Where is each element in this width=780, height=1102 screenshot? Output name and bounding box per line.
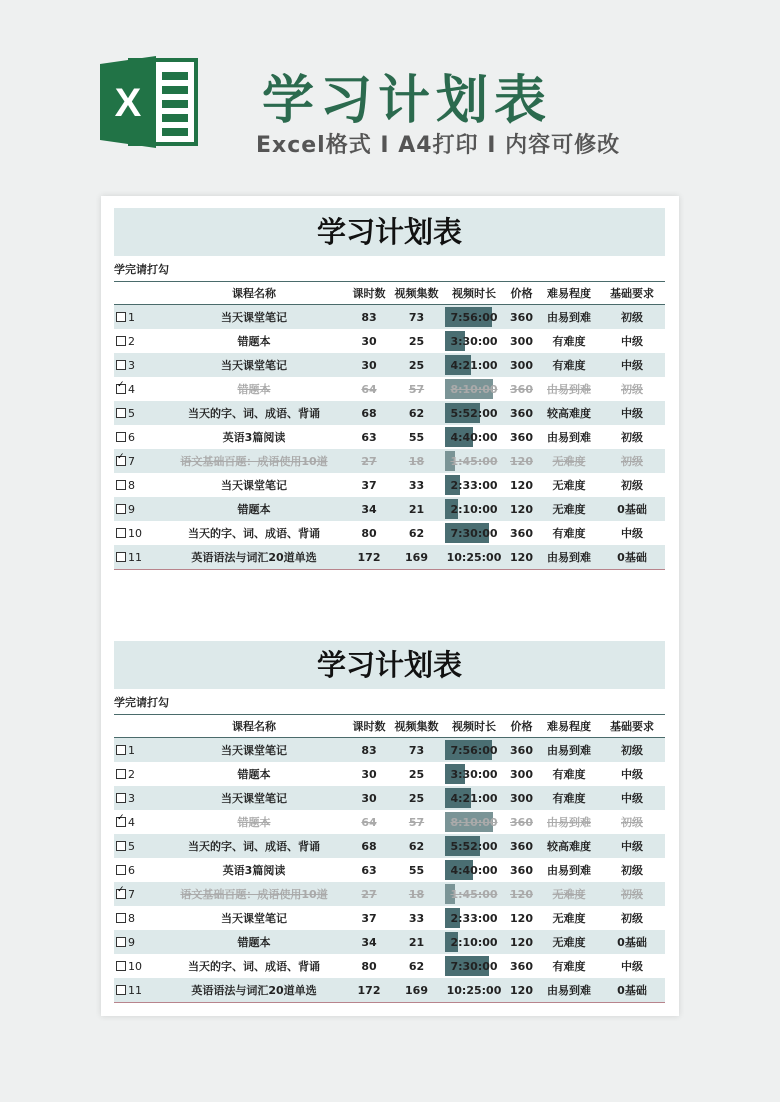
hours-cell: 68 <box>349 401 389 425</box>
episodes-cell: 169 <box>389 978 444 1003</box>
row-index-cell <box>114 906 159 930</box>
table-row <box>114 377 665 401</box>
duration-cell <box>444 353 504 377</box>
row-index-cell <box>114 834 159 858</box>
duration-value: 10:25:00 <box>446 983 502 997</box>
duration-value: 4:40:00 <box>450 430 498 444</box>
row-index-cell <box>114 930 159 954</box>
plan-table <box>114 714 665 1003</box>
course-name-cell: 当天课堂笔记 <box>159 786 349 810</box>
done-checkbox[interactable] <box>116 889 126 899</box>
level-cell: 初级 <box>599 738 665 763</box>
table-row <box>114 762 665 786</box>
column-header <box>114 715 159 738</box>
page-header <box>0 0 780 200</box>
price-cell: 360 <box>504 425 539 449</box>
duration-cell <box>444 978 504 1003</box>
episodes-cell: 33 <box>389 473 444 497</box>
episodes-cell: 55 <box>389 425 444 449</box>
sheet-hint: 学完请打勾 <box>114 263 169 276</box>
done-checkbox[interactable] <box>116 528 126 538</box>
hours-cell: 63 <box>349 425 389 449</box>
row-index-cell <box>114 377 159 401</box>
hours-cell: 34 <box>349 497 389 521</box>
table-row <box>114 305 665 330</box>
column-header: 视频集数 <box>389 282 444 305</box>
course-name-cell: 英语3篇阅读 <box>159 858 349 882</box>
episodes-cell: 62 <box>389 834 444 858</box>
duration-value: 4:40:00 <box>450 863 498 877</box>
done-checkbox[interactable] <box>116 937 126 947</box>
price-cell: 300 <box>504 762 539 786</box>
level-cell: 中级 <box>599 786 665 810</box>
episodes-cell: 73 <box>389 738 444 763</box>
row-number: 6 <box>128 863 135 877</box>
row-index-cell <box>114 954 159 978</box>
course-name-cell: 错题本 <box>159 762 349 786</box>
episodes-cell: 25 <box>389 353 444 377</box>
row-number: 7 <box>128 887 135 901</box>
price-cell: 120 <box>504 545 539 570</box>
duration-cell <box>444 473 504 497</box>
done-checkbox[interactable] <box>116 408 126 418</box>
duration-value: 2:33:00 <box>450 478 498 492</box>
duration-value: 5:52:00 <box>450 406 498 420</box>
level-cell: 中级 <box>599 401 665 425</box>
hours-cell: 30 <box>349 786 389 810</box>
column-header: 课程名称 <box>159 715 349 738</box>
duration-value: 7:56:00 <box>450 743 498 757</box>
difficulty-cell: 由易到难 <box>539 738 599 763</box>
difficulty-cell: 由易到难 <box>539 858 599 882</box>
document-paper <box>101 196 679 1016</box>
duration-value: 7:30:00 <box>450 526 498 540</box>
duration-cell <box>444 954 504 978</box>
level-cell: 初级 <box>599 858 665 882</box>
difficulty-cell: 无难度 <box>539 906 599 930</box>
row-index-cell <box>114 810 159 834</box>
done-checkbox[interactable] <box>116 480 126 490</box>
price-cell: 360 <box>504 401 539 425</box>
price-cell: 120 <box>504 882 539 906</box>
difficulty-cell: 有难度 <box>539 786 599 810</box>
duration-cell <box>444 329 504 353</box>
price-cell: 120 <box>504 497 539 521</box>
row-index-cell <box>114 545 159 570</box>
duration-value: 2:10:00 <box>450 502 498 516</box>
episodes-cell: 62 <box>389 954 444 978</box>
course-name-cell: 错题本 <box>159 497 349 521</box>
table-row <box>114 521 665 545</box>
hours-cell: 30 <box>349 329 389 353</box>
course-name-cell: 英语语法与词汇20道单选 <box>159 978 349 1003</box>
table-header-row <box>114 282 665 305</box>
table-row <box>114 497 665 521</box>
column-header: 基础要求 <box>599 715 665 738</box>
level-cell: 初级 <box>599 305 665 330</box>
duration-value: 8:10:00 <box>450 815 498 829</box>
table-row <box>114 353 665 377</box>
level-cell: 初级 <box>599 810 665 834</box>
sheet-hint: 学完请打勾 <box>114 696 169 709</box>
row-index-cell <box>114 425 159 449</box>
plan-sheet-1 <box>114 208 665 570</box>
done-checkbox[interactable] <box>116 384 126 394</box>
hours-cell: 68 <box>349 834 389 858</box>
row-index-cell <box>114 353 159 377</box>
column-header: 课时数 <box>349 715 389 738</box>
price-cell: 360 <box>504 738 539 763</box>
excel-icon <box>100 56 200 148</box>
episodes-cell: 57 <box>389 377 444 401</box>
done-checkbox[interactable] <box>116 961 126 971</box>
row-index-cell <box>114 738 159 763</box>
row-index-cell <box>114 305 159 330</box>
column-header: 视频时长 <box>444 282 504 305</box>
row-number: 6 <box>128 430 135 444</box>
episodes-cell: 25 <box>389 786 444 810</box>
price-cell: 360 <box>504 954 539 978</box>
level-cell: 初级 <box>599 377 665 401</box>
course-name-cell: 当天的字、词、成语、背诵 <box>159 401 349 425</box>
course-name-cell: 当天课堂笔记 <box>159 906 349 930</box>
episodes-cell: 18 <box>389 449 444 473</box>
row-number: 9 <box>128 935 135 949</box>
episodes-cell: 57 <box>389 810 444 834</box>
done-checkbox[interactable] <box>116 456 126 466</box>
price-cell: 360 <box>504 305 539 330</box>
row-number: 1 <box>128 310 135 324</box>
duration-cell <box>444 906 504 930</box>
level-cell: 中级 <box>599 329 665 353</box>
table-row <box>114 834 665 858</box>
duration-cell <box>444 882 504 906</box>
row-index-cell <box>114 401 159 425</box>
difficulty-cell: 由易到难 <box>539 978 599 1003</box>
duration-cell <box>444 545 504 570</box>
duration-value: 5:52:00 <box>450 839 498 853</box>
done-checkbox[interactable] <box>116 985 126 995</box>
row-number: 4 <box>128 815 135 829</box>
table-row <box>114 978 665 1003</box>
row-number: 1 <box>128 743 135 757</box>
table-header-row <box>114 715 665 738</box>
episodes-cell: 18 <box>389 882 444 906</box>
done-checkbox[interactable] <box>116 504 126 514</box>
course-name-cell: 当天课堂笔记 <box>159 473 349 497</box>
column-header: 课程名称 <box>159 282 349 305</box>
row-number: 2 <box>128 767 135 781</box>
level-cell: 初级 <box>599 425 665 449</box>
difficulty-cell: 有难度 <box>539 353 599 377</box>
table-row <box>114 882 665 906</box>
table-row <box>114 810 665 834</box>
table-row <box>114 954 665 978</box>
duration-cell <box>444 449 504 473</box>
done-checkbox[interactable] <box>116 360 126 370</box>
row-number: 8 <box>128 911 135 925</box>
price-cell: 360 <box>504 858 539 882</box>
duration-cell <box>444 497 504 521</box>
hours-cell: 80 <box>349 954 389 978</box>
table-row <box>114 858 665 882</box>
table-row <box>114 545 665 570</box>
duration-cell <box>444 762 504 786</box>
difficulty-cell: 由易到难 <box>539 305 599 330</box>
duration-cell <box>444 425 504 449</box>
duration-value: 2:33:00 <box>450 911 498 925</box>
course-name-cell: 当天的字、词、成语、背诵 <box>159 521 349 545</box>
price-cell: 120 <box>504 978 539 1003</box>
row-index-cell <box>114 762 159 786</box>
course-name-cell: 语文基础百题：成语使用10道 <box>159 882 349 906</box>
duration-value: 1:45:00 <box>450 454 498 468</box>
hours-cell: 83 <box>349 738 389 763</box>
difficulty-cell: 较高难度 <box>539 401 599 425</box>
difficulty-cell: 无难度 <box>539 497 599 521</box>
row-number: 3 <box>128 791 135 805</box>
duration-cell <box>444 521 504 545</box>
hours-cell: 80 <box>349 521 389 545</box>
row-number: 8 <box>128 478 135 492</box>
difficulty-cell: 较高难度 <box>539 834 599 858</box>
episodes-cell: 55 <box>389 858 444 882</box>
row-index-cell <box>114 497 159 521</box>
level-cell: 中级 <box>599 521 665 545</box>
sheet-title: 学习计划表 <box>114 641 665 689</box>
difficulty-cell: 有难度 <box>539 329 599 353</box>
row-index-cell <box>114 858 159 882</box>
level-cell: 初级 <box>599 882 665 906</box>
episodes-cell: 21 <box>389 497 444 521</box>
price-cell: 360 <box>504 834 539 858</box>
level-cell: 0基础 <box>599 930 665 954</box>
plan-table <box>114 281 665 570</box>
column-header: 视频时长 <box>444 715 504 738</box>
duration-cell <box>444 810 504 834</box>
level-cell: 初级 <box>599 449 665 473</box>
hours-cell: 172 <box>349 978 389 1003</box>
page-title: 学习计划表 <box>262 71 553 131</box>
done-checkbox[interactable] <box>116 865 126 875</box>
row-number: 3 <box>128 358 135 372</box>
difficulty-cell: 由易到难 <box>539 377 599 401</box>
plan-sheet-2 <box>114 641 665 1003</box>
difficulty-cell: 由易到难 <box>539 810 599 834</box>
price-cell: 120 <box>504 930 539 954</box>
column-header: 价格 <box>504 715 539 738</box>
duration-cell <box>444 834 504 858</box>
done-checkbox[interactable] <box>116 336 126 346</box>
row-number: 4 <box>128 382 135 396</box>
row-index-cell <box>114 786 159 810</box>
done-checkbox[interactable] <box>116 913 126 923</box>
level-cell: 中级 <box>599 954 665 978</box>
course-name-cell: 当天的字、词、成语、背诵 <box>159 954 349 978</box>
table-row <box>114 738 665 763</box>
price-cell: 120 <box>504 473 539 497</box>
duration-value: 1:45:00 <box>450 887 498 901</box>
duration-value: 8:10:00 <box>450 382 498 396</box>
row-number: 9 <box>128 502 135 516</box>
column-header: 基础要求 <box>599 282 665 305</box>
price-cell: 300 <box>504 786 539 810</box>
episodes-cell: 33 <box>389 906 444 930</box>
done-checkbox[interactable] <box>116 769 126 779</box>
column-header <box>114 282 159 305</box>
done-checkbox[interactable] <box>116 745 126 755</box>
difficulty-cell: 有难度 <box>539 954 599 978</box>
difficulty-cell: 无难度 <box>539 449 599 473</box>
course-name-cell: 错题本 <box>159 930 349 954</box>
episodes-cell: 169 <box>389 545 444 570</box>
done-checkbox[interactable] <box>116 793 126 803</box>
price-cell: 300 <box>504 353 539 377</box>
row-index-cell <box>114 882 159 906</box>
price-cell: 300 <box>504 329 539 353</box>
table-row <box>114 329 665 353</box>
level-cell: 中级 <box>599 353 665 377</box>
duration-value: 10:25:00 <box>446 550 502 564</box>
episodes-cell: 25 <box>389 329 444 353</box>
course-name-cell: 错题本 <box>159 810 349 834</box>
column-header: 难易程度 <box>539 282 599 305</box>
level-cell: 0基础 <box>599 978 665 1003</box>
duration-cell <box>444 738 504 763</box>
episodes-cell: 25 <box>389 762 444 786</box>
column-header: 价格 <box>504 282 539 305</box>
hours-cell: 37 <box>349 473 389 497</box>
row-number: 7 <box>128 454 135 468</box>
duration-cell <box>444 786 504 810</box>
hours-cell: 63 <box>349 858 389 882</box>
hours-cell: 27 <box>349 449 389 473</box>
column-header: 视频集数 <box>389 715 444 738</box>
difficulty-cell: 有难度 <box>539 762 599 786</box>
course-name-cell: 语文基础百题：成语使用10道 <box>159 449 349 473</box>
difficulty-cell: 由易到难 <box>539 545 599 570</box>
course-name-cell: 当天的字、词、成语、背诵 <box>159 834 349 858</box>
episodes-cell: 73 <box>389 305 444 330</box>
column-header: 难易程度 <box>539 715 599 738</box>
course-name-cell: 错题本 <box>159 377 349 401</box>
price-cell: 360 <box>504 377 539 401</box>
price-cell: 120 <box>504 906 539 930</box>
row-index-cell <box>114 449 159 473</box>
row-number: 11 <box>128 983 142 997</box>
duration-cell <box>444 305 504 330</box>
table-row <box>114 906 665 930</box>
column-header: 课时数 <box>349 282 389 305</box>
level-cell: 中级 <box>599 834 665 858</box>
episodes-cell: 62 <box>389 401 444 425</box>
table-row <box>114 449 665 473</box>
sheet-title: 学习计划表 <box>114 208 665 256</box>
price-cell: 360 <box>504 521 539 545</box>
duration-value: 4:21:00 <box>450 358 498 372</box>
course-name-cell: 英语3篇阅读 <box>159 425 349 449</box>
page-subtitle: Excel格式 I A4打印 I 内容可修改 <box>256 133 621 158</box>
duration-value: 4:21:00 <box>450 791 498 805</box>
hours-cell: 64 <box>349 810 389 834</box>
hours-cell: 37 <box>349 906 389 930</box>
hours-cell: 64 <box>349 377 389 401</box>
row-index-cell <box>114 521 159 545</box>
course-name-cell: 当天课堂笔记 <box>159 738 349 763</box>
duration-value: 2:10:00 <box>450 935 498 949</box>
price-cell: 120 <box>504 449 539 473</box>
course-name-cell: 当天课堂笔记 <box>159 305 349 330</box>
duration-value: 3:30:00 <box>450 334 498 348</box>
row-number: 10 <box>128 959 142 973</box>
course-name-cell: 当天课堂笔记 <box>159 353 349 377</box>
row-index-cell <box>114 978 159 1003</box>
level-cell: 0基础 <box>599 545 665 570</box>
row-index-cell <box>114 329 159 353</box>
row-number: 5 <box>128 839 135 853</box>
hours-cell: 83 <box>349 305 389 330</box>
row-index-cell <box>114 473 159 497</box>
difficulty-cell: 由易到难 <box>539 425 599 449</box>
table-row <box>114 930 665 954</box>
row-number: 10 <box>128 526 142 540</box>
level-cell: 初级 <box>599 473 665 497</box>
duration-cell <box>444 930 504 954</box>
done-checkbox[interactable] <box>116 841 126 851</box>
duration-value: 7:56:00 <box>450 310 498 324</box>
row-number: 11 <box>128 550 142 564</box>
duration-cell <box>444 858 504 882</box>
episodes-cell: 21 <box>389 930 444 954</box>
difficulty-cell: 无难度 <box>539 882 599 906</box>
course-name-cell: 英语语法与词汇20道单选 <box>159 545 349 570</box>
difficulty-cell: 有难度 <box>539 521 599 545</box>
duration-cell <box>444 377 504 401</box>
difficulty-cell: 无难度 <box>539 930 599 954</box>
hours-cell: 172 <box>349 545 389 570</box>
duration-cell <box>444 401 504 425</box>
hours-cell: 30 <box>349 762 389 786</box>
row-number: 5 <box>128 406 135 420</box>
table-row <box>114 425 665 449</box>
level-cell: 中级 <box>599 762 665 786</box>
level-cell: 0基础 <box>599 497 665 521</box>
done-checkbox[interactable] <box>116 432 126 442</box>
course-name-cell: 错题本 <box>159 329 349 353</box>
done-checkbox[interactable] <box>116 552 126 562</box>
duration-value: 3:30:00 <box>450 767 498 781</box>
table-row <box>114 786 665 810</box>
level-cell: 初级 <box>599 906 665 930</box>
done-checkbox[interactable] <box>116 312 126 322</box>
excel-logo-letter: X <box>114 81 142 125</box>
table-row <box>114 473 665 497</box>
difficulty-cell: 无难度 <box>539 473 599 497</box>
done-checkbox[interactable] <box>116 817 126 827</box>
price-cell: 360 <box>504 810 539 834</box>
duration-value: 7:30:00 <box>450 959 498 973</box>
row-number: 2 <box>128 334 135 348</box>
table-row <box>114 401 665 425</box>
hours-cell: 30 <box>349 353 389 377</box>
hours-cell: 27 <box>349 882 389 906</box>
episodes-cell: 62 <box>389 521 444 545</box>
hours-cell: 34 <box>349 930 389 954</box>
